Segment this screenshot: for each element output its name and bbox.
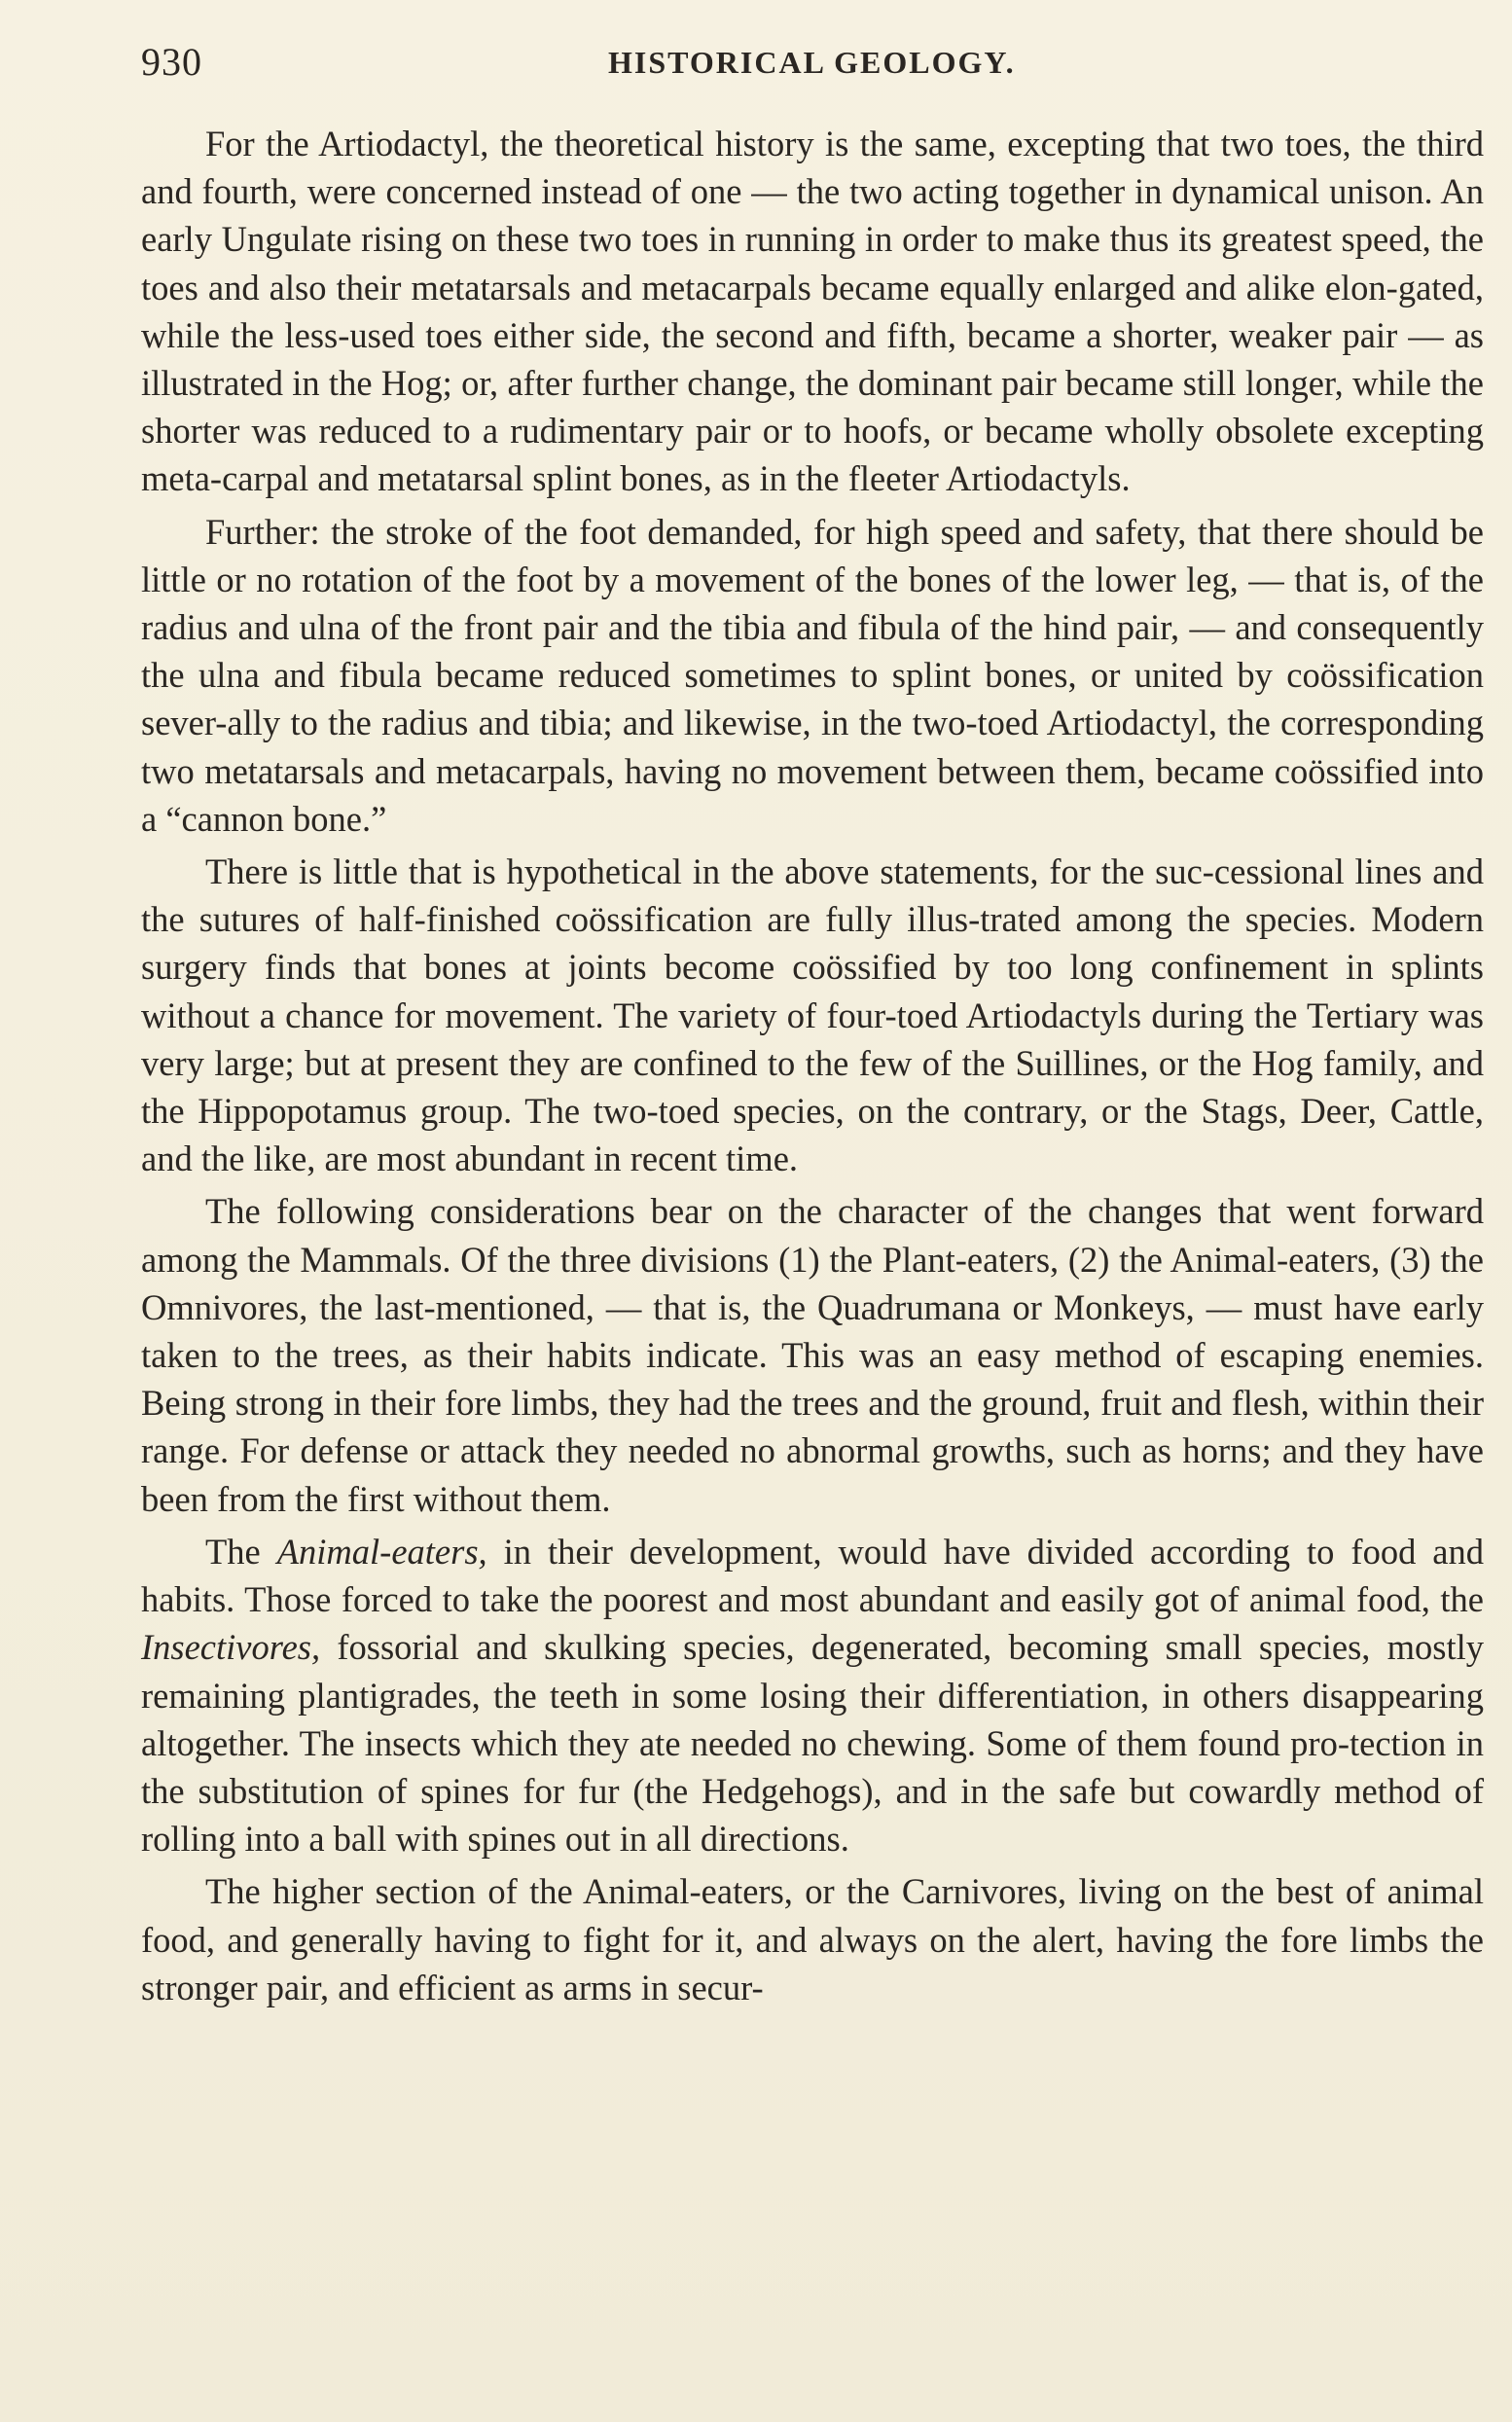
paragraph-carnivores: The higher section of the Animal-eaters, or the Carnivores, living on the best of animal food, and generally having to fight for it, and always on the alert, having the fore limbs the stronger pair, and efficient as arms in secur- xyxy=(141,1871,1484,2007)
paragraph-considerations: The following considerations bear on the character of the changes that went forward among the Mammals. Of the three divisions (1) the Plant-eaters, (2) the Animal-eaters, (3) the Omnivores, the last-mentioned, — that is, the Quadrumana or Monkeys, — must have early taken to the trees, as their habits indicate. This was an easy method of escaping enemies. Being strong in their fore limbs, they had the trees and the ground, fruit and flesh, within their range. For defense or attack they needed no abnormal growths, such as horns; and they have been from the first without them. xyxy=(141,1191,1484,1519)
paragraph-hypothetical: There is little that is hypothetical in the above statements, for the suc-cessional lines and the sutures of half-finished coössification are fully illus-trated among the species. Modern surgery finds that bones at joints become coössified by too long confinement in splints without a chance for movement. The variety of four-toed Artiodactyls during the Tertiary was very large; but at present they are confined to the few of the Suillines, or the Hog family, and the Hippopotamus group. The two-toed species, on the contrary, or the Stags, Deer, Cattle, and the like, are most abundant in recent time. xyxy=(141,851,1484,1179)
page-number: 930 xyxy=(141,40,202,84)
paragraph-animal-eaters xyxy=(141,1528,1484,1862)
paragraph-artiodactyl-history: For the Artiodactyl, the theoretical history is the same, excepting that two toes, the third and fourth, were concerned instead of one — the two acting together in dynamical unison. An early Ungulate rising on these two toes in running in order to make thus its greatest speed, the toes and also their metatarsals and metacarpals became equally enlarged and alike elon-gated, while the less-used toes either side, the second and fifth, became a shorter, weaker pair — as illustrated in the Hog; or, after further change, the dominant pair became still longer, while the shorter was reduced to a rudimentary pair or to hoofs, or became wholly obsolete excepting meta-carpal and metatarsal splint bones, as in the fleeter Artiodactyls. xyxy=(141,124,1484,499)
italic-term-animal-eaters: Animal-eaters, xyxy=(276,1531,487,1572)
paragraph-foot-stroke: Further: the stroke of the foot demanded, for high speed and safety, that there should be little or no rotation of the foot by a movement of the bones of the lower leg, — that is, of the radius and ulna of the front pair and the tibia and fibula of the hind pair, — and consequently the ulna and fibula became reduced sometimes to splint bones, or united by coössification sever-ally to the radius and tibia; and likewise, in the two-toed Artiodactyl, the corresponding two metatarsals and metacarpals, having no movement between them, became coössified into a “cannon bone.” xyxy=(141,511,1484,839)
paragraph-segment: in their development, would have divided according to food and habits. Those forced to take the poorest and most abundant and easily got of animal food, the xyxy=(141,1531,1485,1620)
body-text xyxy=(141,120,1484,2016)
running-head xyxy=(141,39,1484,88)
paragraph-segment: fossorial and skulking species, degenerated, becoming small species, mostly remaining plantigrades, the teeth in some losing their differentiation, in others disappearing altogether. The insects which they ate needed no chewing. Some of them found pro-tection in the substitution of spines for fur (the Hedgehogs), and in the safe but cowardly method of rolling into a ball with spines out in all directions. xyxy=(141,1627,1484,1860)
paragraph-segment: The xyxy=(205,1531,277,1572)
italic-term-insectivores: Insectivores, xyxy=(141,1627,321,1668)
running-title: HISTORICAL GEOLOGY. xyxy=(608,45,1016,80)
